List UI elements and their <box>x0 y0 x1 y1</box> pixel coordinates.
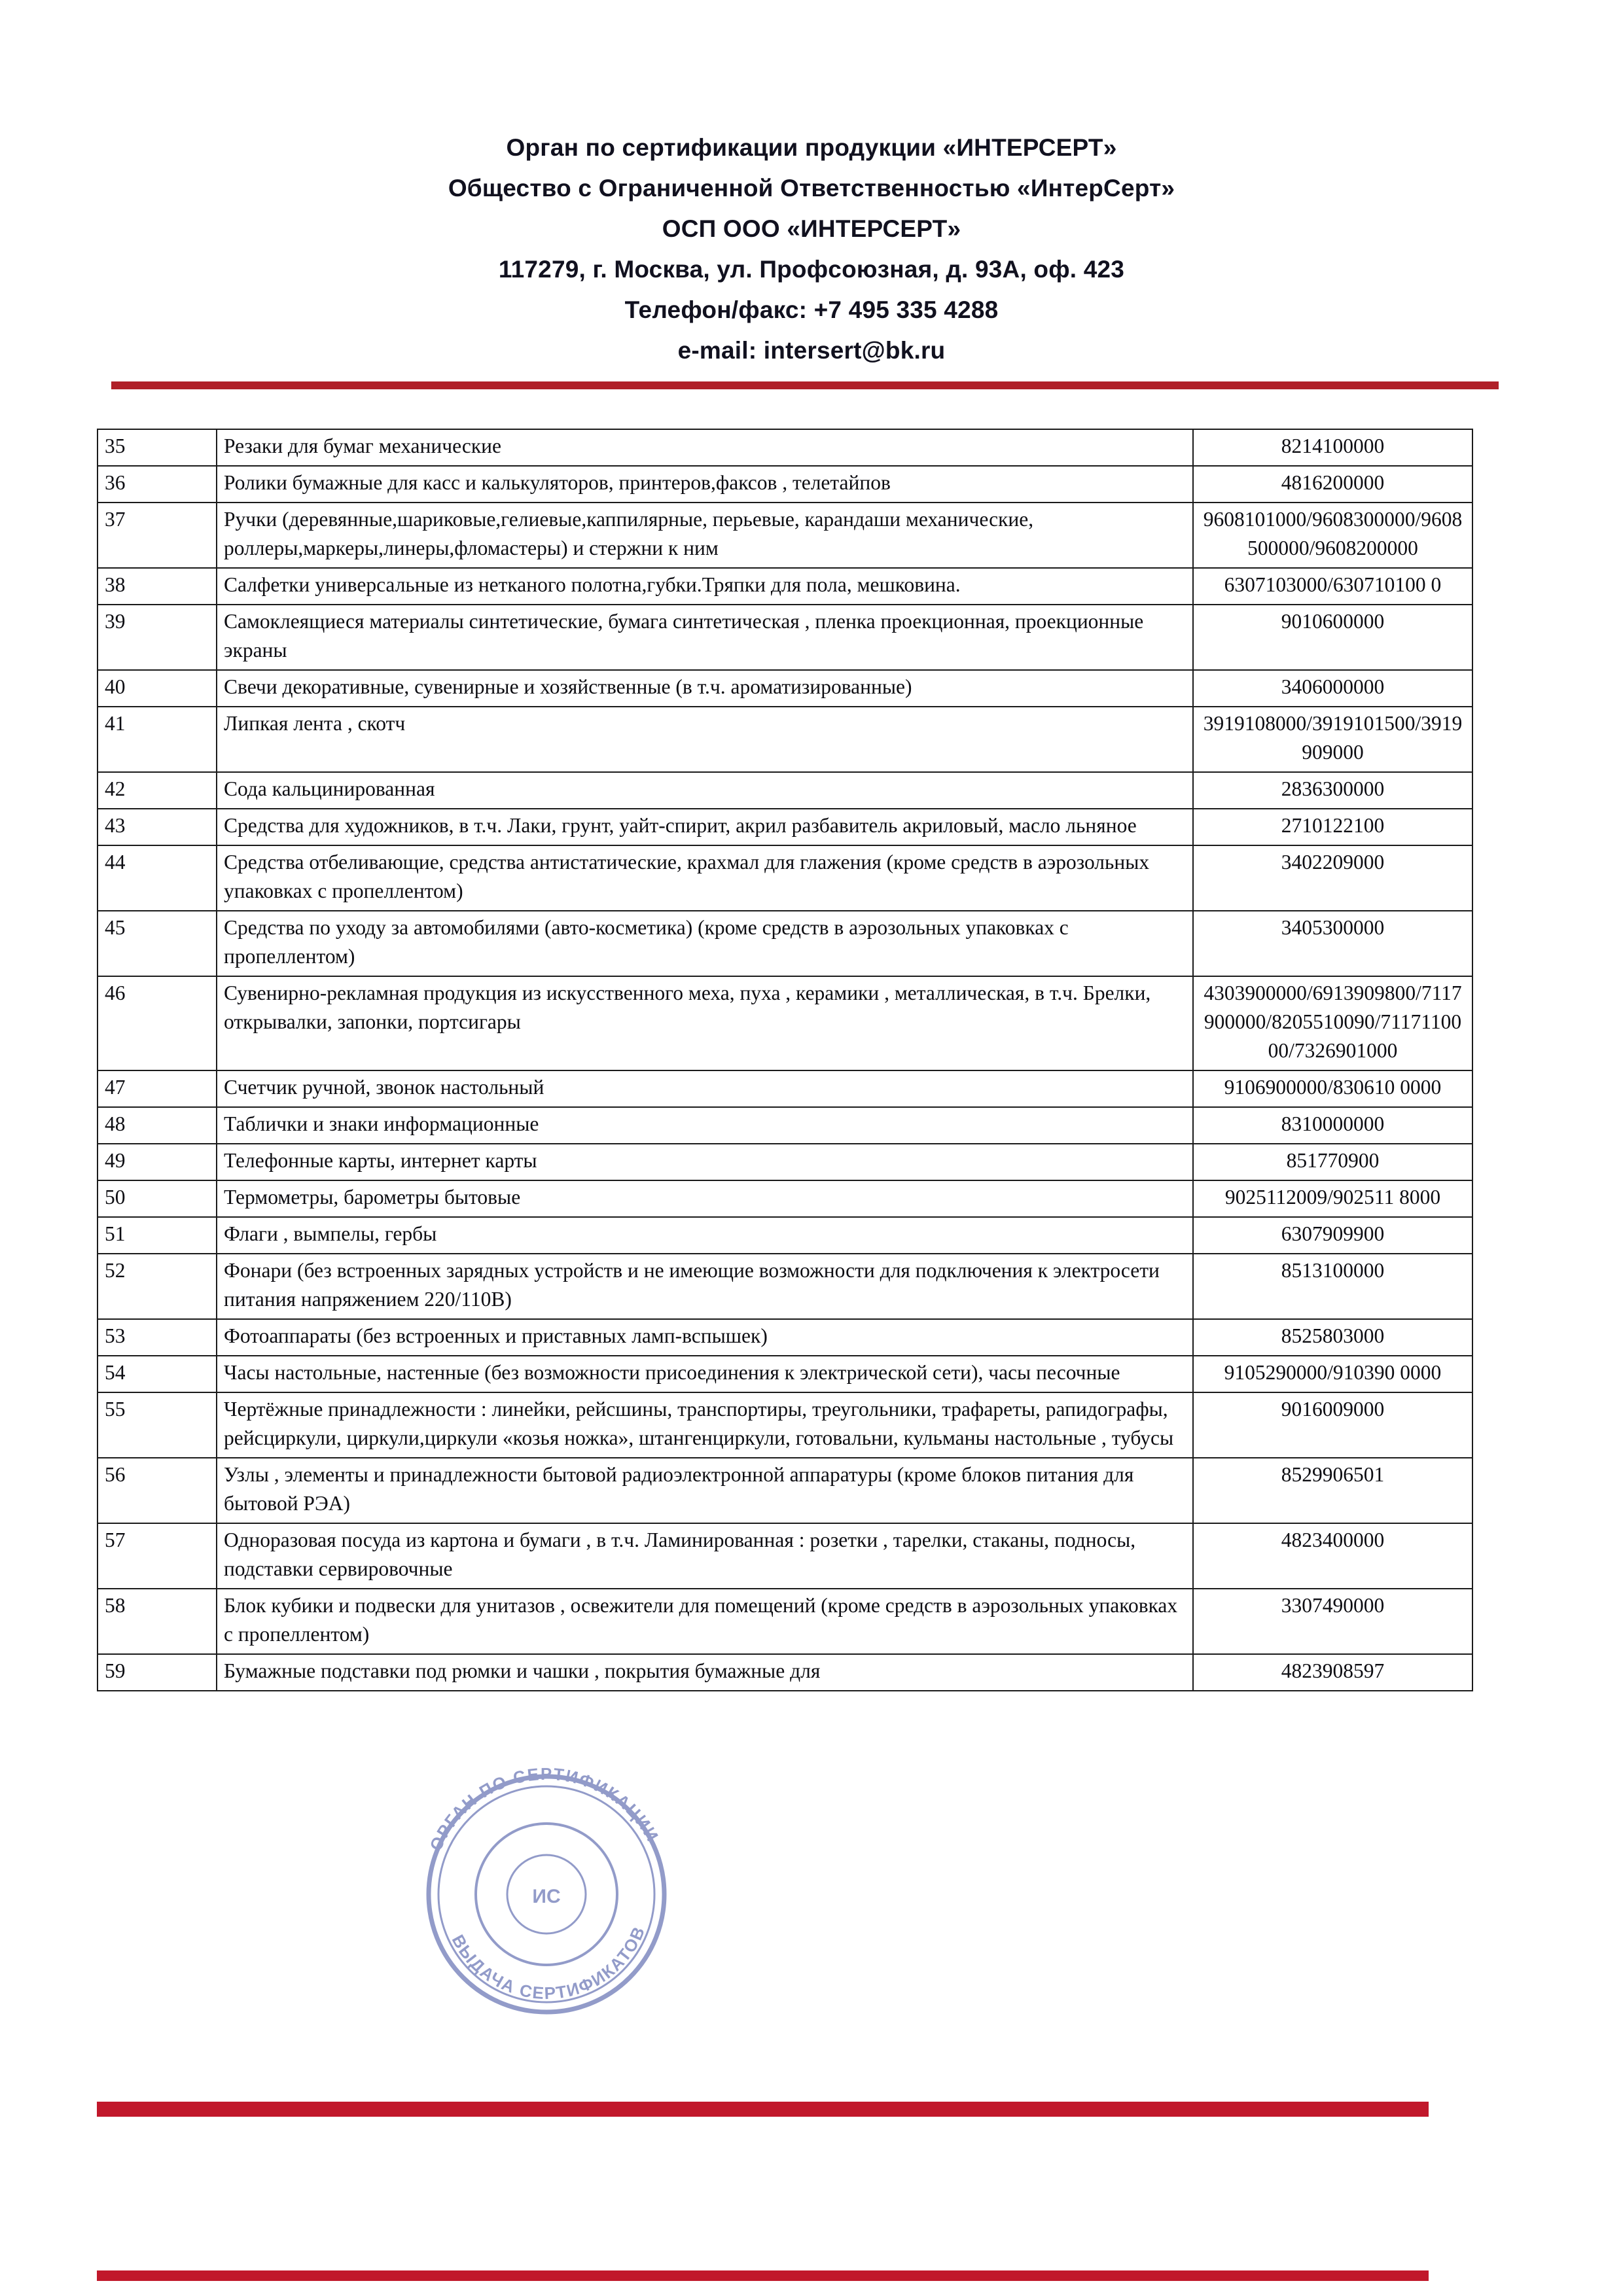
row-product-name: Одноразовая посуда из картона и бумаги , в т.ч. Ламинированная : розетки , тарелки, стаканы, подносы, подставки сервировочные <box>217 1523 1193 1589</box>
table-row <box>98 1070 1472 1107</box>
row-number: 54 <box>98 1356 217 1392</box>
row-number: 50 <box>98 1180 217 1217</box>
row-number: 38 <box>98 568 217 605</box>
header-line-3: ОСП ООО «ИНТЕРСЕРТ» <box>662 215 961 242</box>
row-tnved-code: 8214100000 <box>1193 429 1472 466</box>
table-row <box>98 1319 1472 1356</box>
row-tnved-code: 4823400000 <box>1193 1523 1472 1589</box>
table-row <box>98 1180 1472 1217</box>
row-number: 55 <box>98 1392 217 1458</box>
table-row <box>98 429 1472 466</box>
row-number: 37 <box>98 503 217 568</box>
row-tnved-code: 6307909900 <box>1193 1217 1472 1254</box>
row-tnved-code: 8513100000 <box>1193 1254 1472 1319</box>
row-number: 36 <box>98 466 217 503</box>
header-line-2: Общество с Ограниченной Ответственностью «ИнтерСерт» <box>448 175 1175 202</box>
row-tnved-code: 8529906501 <box>1193 1458 1472 1523</box>
row-tnved-code: 3402209000 <box>1193 845 1472 911</box>
table-row <box>98 1654 1472 1691</box>
products-table <box>97 429 1473 1691</box>
row-tnved-code: 4816200000 <box>1193 466 1472 503</box>
row-product-name: Телефонные карты, интернет карты <box>217 1144 1193 1180</box>
row-number: 39 <box>98 605 217 670</box>
row-number: 43 <box>98 809 217 845</box>
table-row <box>98 1144 1472 1180</box>
row-product-name: Самоклеящиеся материалы синтетические, бумага синтетическая , пленка проекционная, проекционные экраны <box>217 605 1193 670</box>
header-divider-rule <box>111 381 1499 389</box>
row-product-name: Термометры, барометры бытовые <box>217 1180 1193 1217</box>
table-row <box>98 1392 1472 1458</box>
row-number: 48 <box>98 1107 217 1144</box>
row-product-name: Фотоаппараты (без встроенных и приставных ламп-вспышек) <box>217 1319 1193 1356</box>
header-line-phone: Телефон/факс: +7 495 335 4288 <box>624 296 999 323</box>
row-product-name: Бумажные подставки под рюмки и чашки , покрытия бумажные для <box>217 1654 1193 1691</box>
row-number: 35 <box>98 429 217 466</box>
row-tnved-code: 3307490000 <box>1193 1589 1472 1654</box>
row-tnved-code: 9105290000/910390 0000 <box>1193 1356 1472 1392</box>
row-number: 52 <box>98 1254 217 1319</box>
table-row <box>98 1356 1472 1392</box>
row-product-name: Чертёжные принадлежности : линейки, рейсшины, транспортиры, треугольники, трафареты, рапидографы, рейсциркули, циркули,циркули «козья ножка», штангенциркули, готовальни, кульманы настольные , тубусы <box>217 1392 1193 1458</box>
row-number: 45 <box>98 911 217 976</box>
row-number: 57 <box>98 1523 217 1589</box>
table-row <box>98 1217 1472 1254</box>
row-number: 41 <box>98 707 217 772</box>
row-product-name: Резаки для бумаг механические <box>217 429 1193 466</box>
row-tnved-code: 6307103000/630710100 0 <box>1193 568 1472 605</box>
table-row <box>98 605 1472 670</box>
row-product-name: Часы настольные, настенные (без возможности присоединения к электрической сети), часы песочные <box>217 1356 1193 1392</box>
row-number: 47 <box>98 1070 217 1107</box>
row-number: 56 <box>98 1458 217 1523</box>
table-row <box>98 1589 1472 1654</box>
certification-stamp <box>393 1740 700 2048</box>
row-product-name: Фонари (без встроенных зарядных устройств и не имеющие возможности для подключения к электросети питания напряжением 220/110В) <box>217 1254 1193 1319</box>
table-row <box>98 911 1472 976</box>
row-product-name: Средства по уходу за автомобилями (авто-косметика) (кроме средств в аэрозольных упаковках с пропеллентом) <box>217 911 1193 976</box>
row-product-name: Сода кальцинированная <box>217 772 1193 809</box>
row-tnved-code: 9010600000 <box>1193 605 1472 670</box>
row-tnved-code: 2710122100 <box>1193 809 1472 845</box>
row-number: 49 <box>98 1144 217 1180</box>
row-product-name: Салфетки универсальные из нетканого полотна,губки.Тряпки для пола, мешковина. <box>217 568 1193 605</box>
table-row <box>98 670 1472 707</box>
row-tnved-code: 3406000000 <box>1193 670 1472 707</box>
row-tnved-code: 8525803000 <box>1193 1319 1472 1356</box>
row-product-name: Флаги , вымпелы, гербы <box>217 1217 1193 1254</box>
table-row <box>98 1254 1472 1319</box>
row-tnved-code: 3919108000/3919101500/3919909000 <box>1193 707 1472 772</box>
row-product-name: Сувенирно-рекламная продукция из искусственного меха, пуха , керамики , металлическая, в т.ч. Брелки, открывалки, запонки, портсигары <box>217 976 1193 1070</box>
row-tnved-code: 9608101000/9608300000/9608500000/9608200000 <box>1193 503 1472 568</box>
products-table-container <box>97 429 1463 1691</box>
row-product-name: Таблички и знаки информационные <box>217 1107 1193 1144</box>
table-row <box>98 1523 1472 1589</box>
row-product-name: Ручки (деревянные,шариковые,гелиевые,каппилярные, перьевые, карандаши механические, роллеры,маркеры,линеры,фломастеры) и стержни к ним <box>217 503 1193 568</box>
row-product-name: Липкая лента , скотч <box>217 707 1193 772</box>
row-number: 51 <box>98 1217 217 1254</box>
row-number: 40 <box>98 670 217 707</box>
row-product-name: Средства для художников, в т.ч. Лаки, грунт, уайт-спирит, акрил разбавитель акриловый, масло льняное <box>217 809 1193 845</box>
row-tnved-code: 8310000000 <box>1193 1107 1472 1144</box>
table-row <box>98 1107 1472 1144</box>
header-line-1: Орган по сертификации продукции «ИНТЕРСЕРТ» <box>506 134 1117 161</box>
svg-text:ВЫДАЧА СЕРТИФИКАТОВ: ВЫДАЧА СЕРТИФИКАТОВ <box>448 1922 649 2004</box>
table-row <box>98 1458 1472 1523</box>
table-row <box>98 503 1472 568</box>
header-line-address: 117279, г. Москва, ул. Профсоюзная, д. 93А, оф. 423 <box>498 256 1125 283</box>
table-row <box>98 707 1472 772</box>
table-row <box>98 466 1472 503</box>
row-number: 44 <box>98 845 217 911</box>
row-product-name: Узлы , элементы и принадлежности бытовой радиоэлектронной аппаратуры (кроме блоков питания для бытовой РЭА) <box>217 1458 1193 1523</box>
svg-text:ОРГАН ПО СЕРТИФИКАЦИИ: ОРГАН ПО СЕРТИФИКАЦИИ <box>425 1763 663 1854</box>
products-table-body <box>98 429 1472 1691</box>
table-row <box>98 845 1472 911</box>
svg-text:ИС: ИС <box>532 1886 561 1907</box>
row-tnved-code: 3405300000 <box>1193 911 1472 976</box>
row-number: 53 <box>98 1319 217 1356</box>
footer-rule-top <box>97 2102 1429 2117</box>
row-number: 59 <box>98 1654 217 1691</box>
row-tnved-code: 9025112009/902511 8000 <box>1193 1180 1472 1217</box>
row-tnved-code: 9106900000/830610 0000 <box>1193 1070 1472 1107</box>
document-header <box>0 0 1623 371</box>
row-tnved-code: 851770900 <box>1193 1144 1472 1180</box>
row-number: 46 <box>98 976 217 1070</box>
table-row <box>98 772 1472 809</box>
row-product-name: Блок кубики и подвески для унитазов , освежители для помещений (кроме средств в аэрозольных упаковках с пропеллентом) <box>217 1589 1193 1654</box>
row-product-name: Свечи декоративные, сувенирные и хозяйственные (в т.ч. ароматизированные) <box>217 670 1193 707</box>
row-tnved-code: 2836300000 <box>1193 772 1472 809</box>
row-tnved-code: 9016009000 <box>1193 1392 1472 1458</box>
footer-rule-bottom <box>97 2270 1429 2281</box>
table-row <box>98 568 1472 605</box>
row-tnved-code: 4823908597 <box>1193 1654 1472 1691</box>
table-row <box>98 976 1472 1070</box>
row-number: 42 <box>98 772 217 809</box>
row-number: 58 <box>98 1589 217 1654</box>
table-row <box>98 809 1472 845</box>
row-product-name: Счетчик ручной, звонок настольный <box>217 1070 1193 1107</box>
row-tnved-code: 4303900000/6913909800/7117900000/8205510090/7117110000/7326901000 <box>1193 976 1472 1070</box>
row-product-name: Ролики бумажные для касс и калькуляторов, принтеров,факсов , телетайпов <box>217 466 1193 503</box>
header-line-email: e-mail: intersert@bk.ru <box>677 337 946 364</box>
row-product-name: Средства отбеливающие, средства антистатические, крахмал для глажения (кроме средств в аэрозольных упаковках с пропеллентом) <box>217 845 1193 911</box>
